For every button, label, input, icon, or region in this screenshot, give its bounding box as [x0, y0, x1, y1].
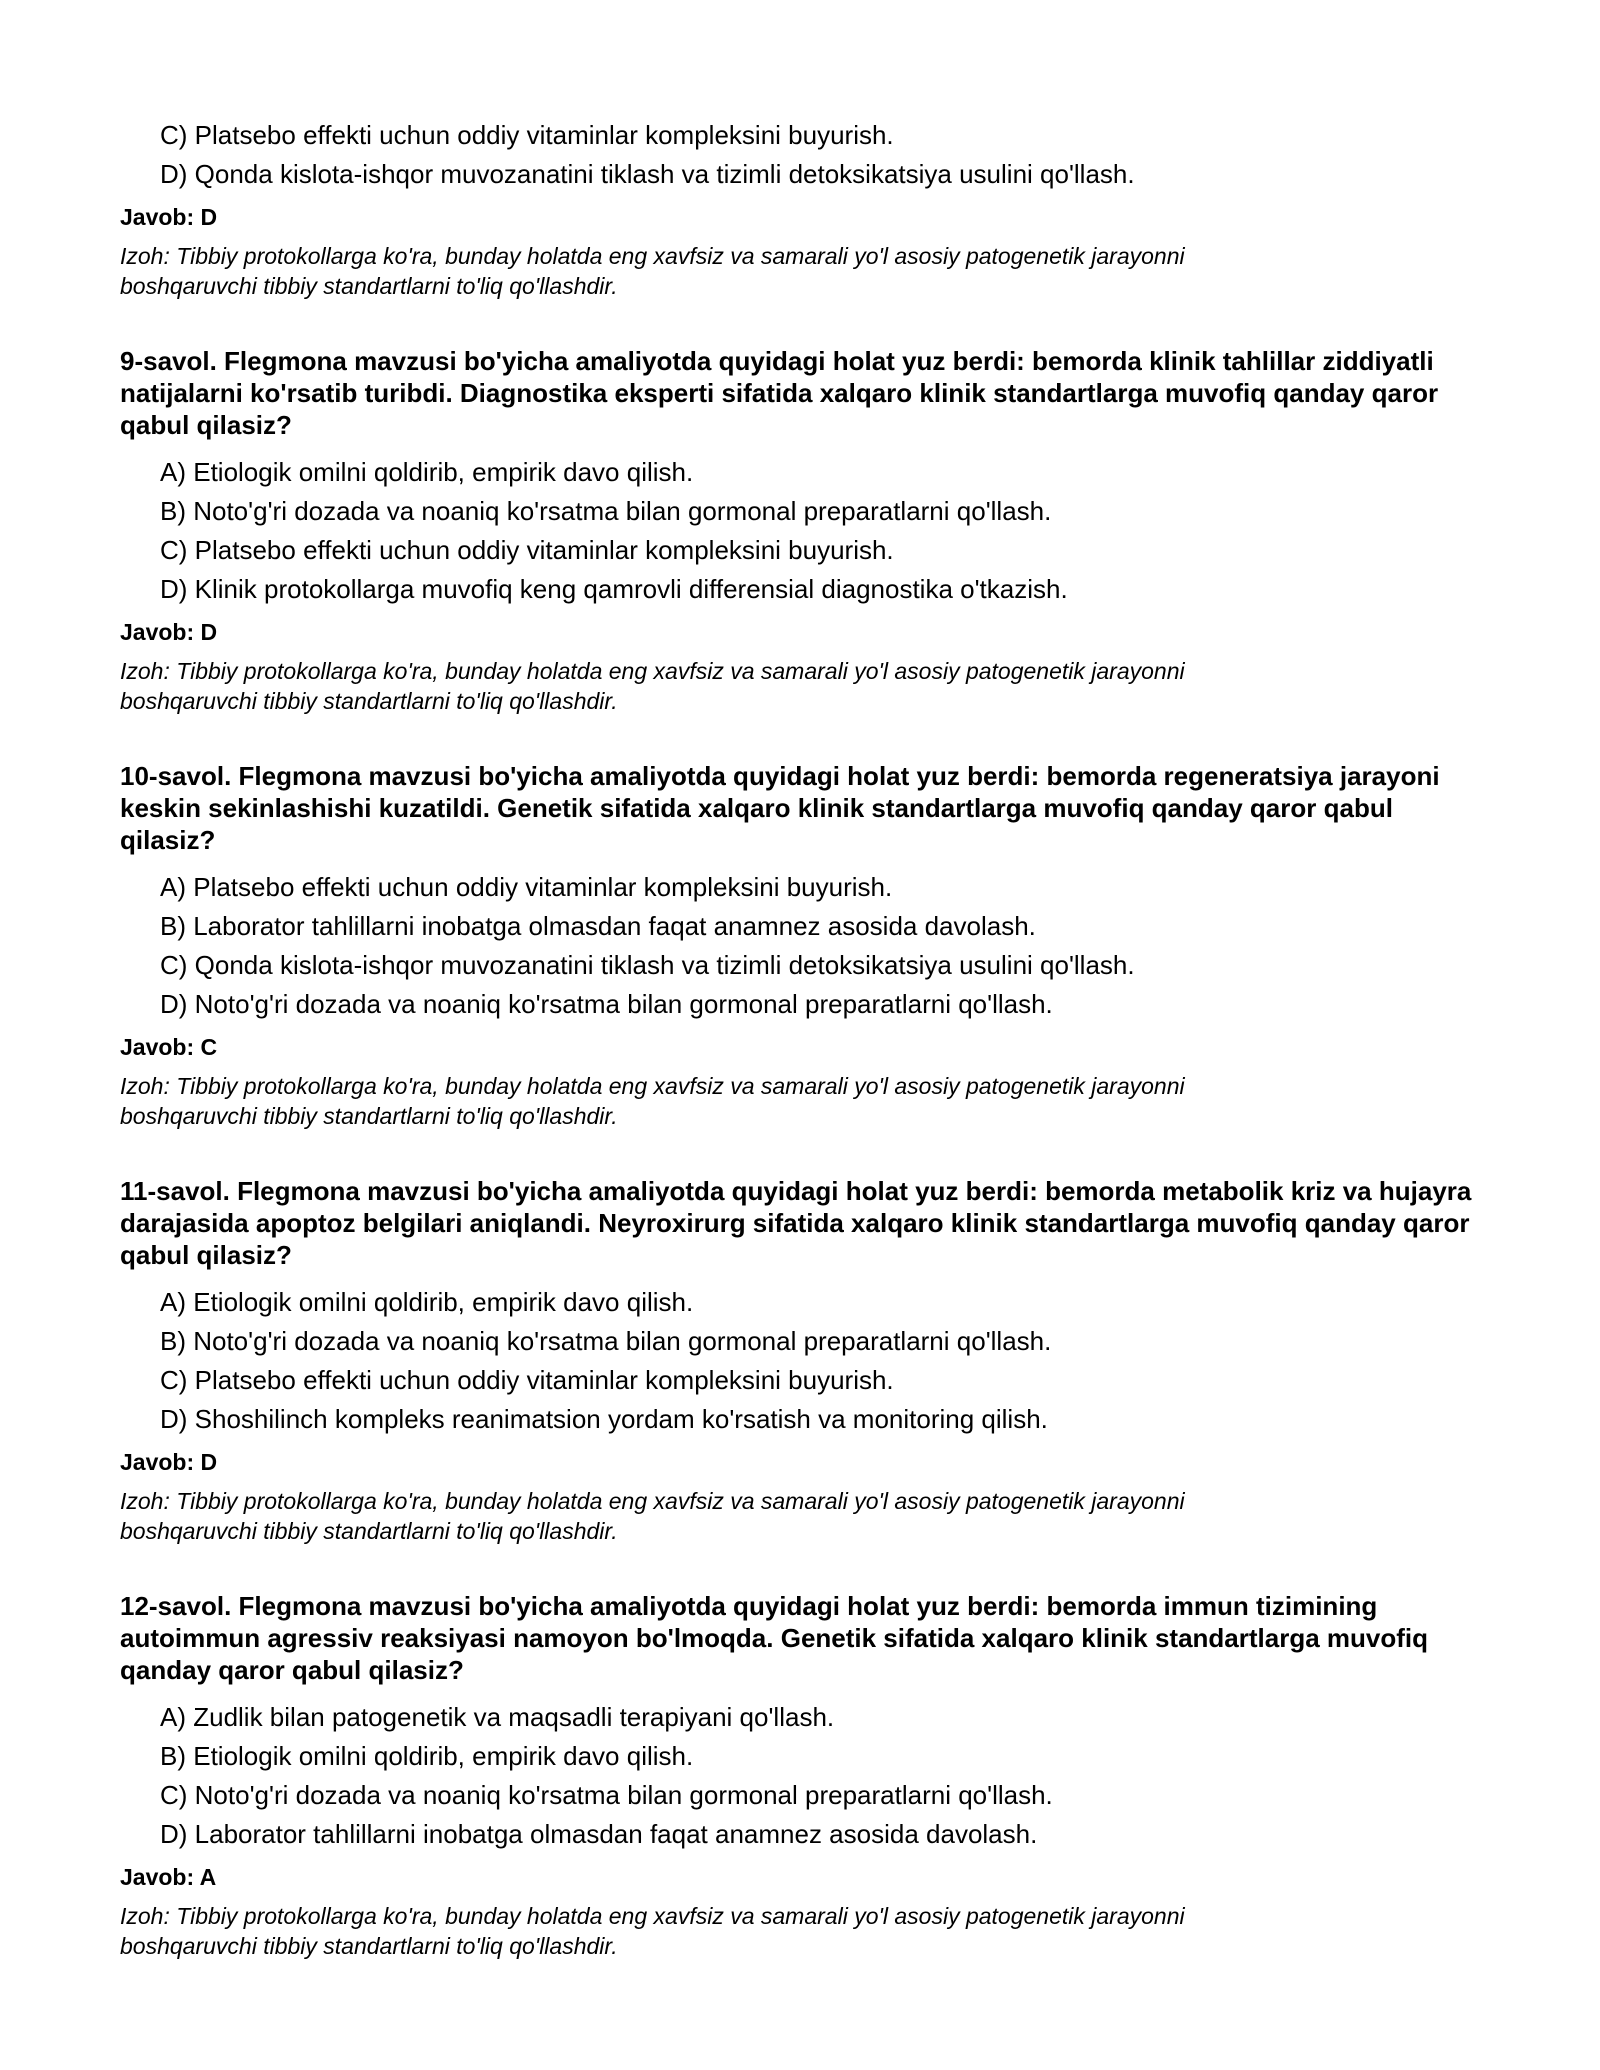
question-8-tail: [120, 120, 1490, 301]
explanation-line-2: boshqaruvchi tibbiy standartlarni to'liq qo'llashdir.: [120, 273, 618, 299]
document-page: [120, 120, 1490, 1961]
explanation-note: [120, 241, 1490, 301]
question-text: 12-savol. Flegmona mavzusi bo'yicha amaliyotda quyidagi holat yuz berdi: bemorda immun tizimining autoimmun agressiv reaksiyasi namoyon bo'lmoqda. Genetik sifatida xalqaro klinik standartlarga muvofiq qanday qaror qabul qilasiz?: [120, 1591, 1429, 1685]
option-d: D) Qonda kislota-ishqor muvozanatini tiklash va tizimli detoksikatsiya usulini qo'llash.: [160, 159, 1135, 189]
option-b: B) Noto'g'ri dozada va noaniq ko'rsatma bilan gormonal preparatlarni qo'llash.: [160, 1326, 1052, 1356]
question-9: [120, 345, 1490, 716]
option-b: B) Laborator tahlillarni inobatga olmasdan faqat anamnez asosida davolash.: [160, 911, 1036, 941]
option-d: D) Laborator tahlillarni inobatga olmasdan faqat anamnez asosida davolash.: [160, 1819, 1038, 1849]
answer-label: Javob: A: [120, 1864, 217, 1890]
option-b: B) Etiologik omilni qoldirib, empirik davo qilish.: [160, 1741, 694, 1771]
option-c: C) Platsebo effekti uchun oddiy vitaminlar kompleksini buyurish.: [160, 535, 894, 565]
option-d: D) Klinik protokollarga muvofiq keng qamrovli differensial diagnostika o'tkazish.: [160, 574, 1068, 604]
option-c: C) Platsebo effekti uchun oddiy vitaminlar kompleksini buyurish.: [160, 1365, 894, 1395]
option-b: B) Noto'g'ri dozada va noaniq ko'rsatma bilan gormonal preparatlarni qo'llash.: [160, 496, 1052, 526]
explanation-line-1: Izoh: Tibbiy protokollarga ko'ra, bunday holatda eng xavfsiz va samarali yo'l asosiy patogenetik jarayonni: [120, 1488, 1185, 1514]
option-a: A) Platsebo effekti uchun oddiy vitaminlar kompleksini buyurish.: [160, 872, 893, 902]
question-text: 11-savol. Flegmona mavzusi bo'yicha amaliyotda quyidagi holat yuz berdi: bemorda metabolik kriz va hujayra darajasida apoptoz belgilari aniqlandi. Neyroxirurg sifatida xalqaro klinik standartlarga muvofiq qanday qaror qabul qilasiz?: [120, 1176, 1472, 1270]
explanation-line-2: boshqaruvchi tibbiy standartlarni to'liq qo'llashdir.: [120, 1103, 618, 1129]
option-a: A) Etiologik omilni qoldirib, empirik davo qilish.: [160, 1287, 694, 1317]
option-c: C) Platsebo effekti uchun oddiy vitaminlar kompleksini buyurish.: [160, 120, 894, 150]
explanation-note: [120, 1901, 1490, 1961]
explanation-note: [120, 656, 1490, 716]
explanation-line-1: Izoh: Tibbiy protokollarga ko'ra, bunday holatda eng xavfsiz va samarali yo'l asosiy patogenetik jarayonni: [120, 658, 1185, 684]
explanation-note: [120, 1071, 1490, 1131]
explanation-line-2: boshqaruvchi tibbiy standartlarni to'liq qo'llashdir.: [120, 688, 618, 714]
option-c: C) Noto'g'ri dozada va noaniq ko'rsatma bilan gormonal preparatlarni qo'llash.: [160, 1780, 1053, 1810]
explanation-note: [120, 1486, 1490, 1546]
explanation-line-1: Izoh: Tibbiy protokollarga ko'ra, bunday holatda eng xavfsiz va samarali yo'l asosiy patogenetik jarayonni: [120, 243, 1185, 269]
question-10: [120, 760, 1490, 1131]
answer-label: Javob: C: [120, 1034, 218, 1060]
answer-label: Javob: D: [120, 619, 218, 645]
explanation-line-2: boshqaruvchi tibbiy standartlarni to'liq qo'llashdir.: [120, 1518, 618, 1544]
explanation-line-1: Izoh: Tibbiy protokollarga ko'ra, bunday holatda eng xavfsiz va samarali yo'l asosiy patogenetik jarayonni: [120, 1903, 1185, 1929]
explanation-line-1: Izoh: Tibbiy protokollarga ko'ra, bunday holatda eng xavfsiz va samarali yo'l asosiy patogenetik jarayonni: [120, 1073, 1185, 1099]
question-11: [120, 1175, 1490, 1546]
option-d: D) Shoshilinch kompleks reanimatsion yordam ko'rsatish va monitoring qilish.: [160, 1404, 1048, 1434]
explanation-line-2: boshqaruvchi tibbiy standartlarni to'liq qo'llashdir.: [120, 1933, 618, 1959]
answer-label: Javob: D: [120, 204, 218, 230]
option-a: A) Zudlik bilan patogenetik va maqsadli terapiyani qo'llash.: [160, 1702, 835, 1732]
question-text: 10-savol. Flegmona mavzusi bo'yicha amaliyotda quyidagi holat yuz berdi: bemorda regeneratsiya jarayoni keskin sekinlashishi kuzatildi. Genetik sifatida xalqaro klinik standartlarga muvofiq qanday qaror qabul qilasiz?: [120, 761, 1440, 855]
option-d: D) Noto'g'ri dozada va noaniq ko'rsatma bilan gormonal preparatlarni qo'llash.: [160, 989, 1053, 1019]
question-12: [120, 1590, 1490, 1961]
answer-label: Javob: D: [120, 1449, 218, 1475]
option-c: C) Qonda kislota-ishqor muvozanatini tiklash va tizimli detoksikatsiya usulini qo'llash.: [160, 950, 1135, 980]
question-text: 9-savol. Flegmona mavzusi bo'yicha amaliyotda quyidagi holat yuz berdi: bemorda klinik tahlillar ziddiyatli natijalarni ko'rsatib turibdi. Diagnostika eksperti sifatida xalqaro klinik standartlarga muvofiq qanday qaror qabul qilasiz?: [120, 346, 1439, 440]
option-a: A) Etiologik omilni qoldirib, empirik davo qilish.: [160, 457, 694, 487]
